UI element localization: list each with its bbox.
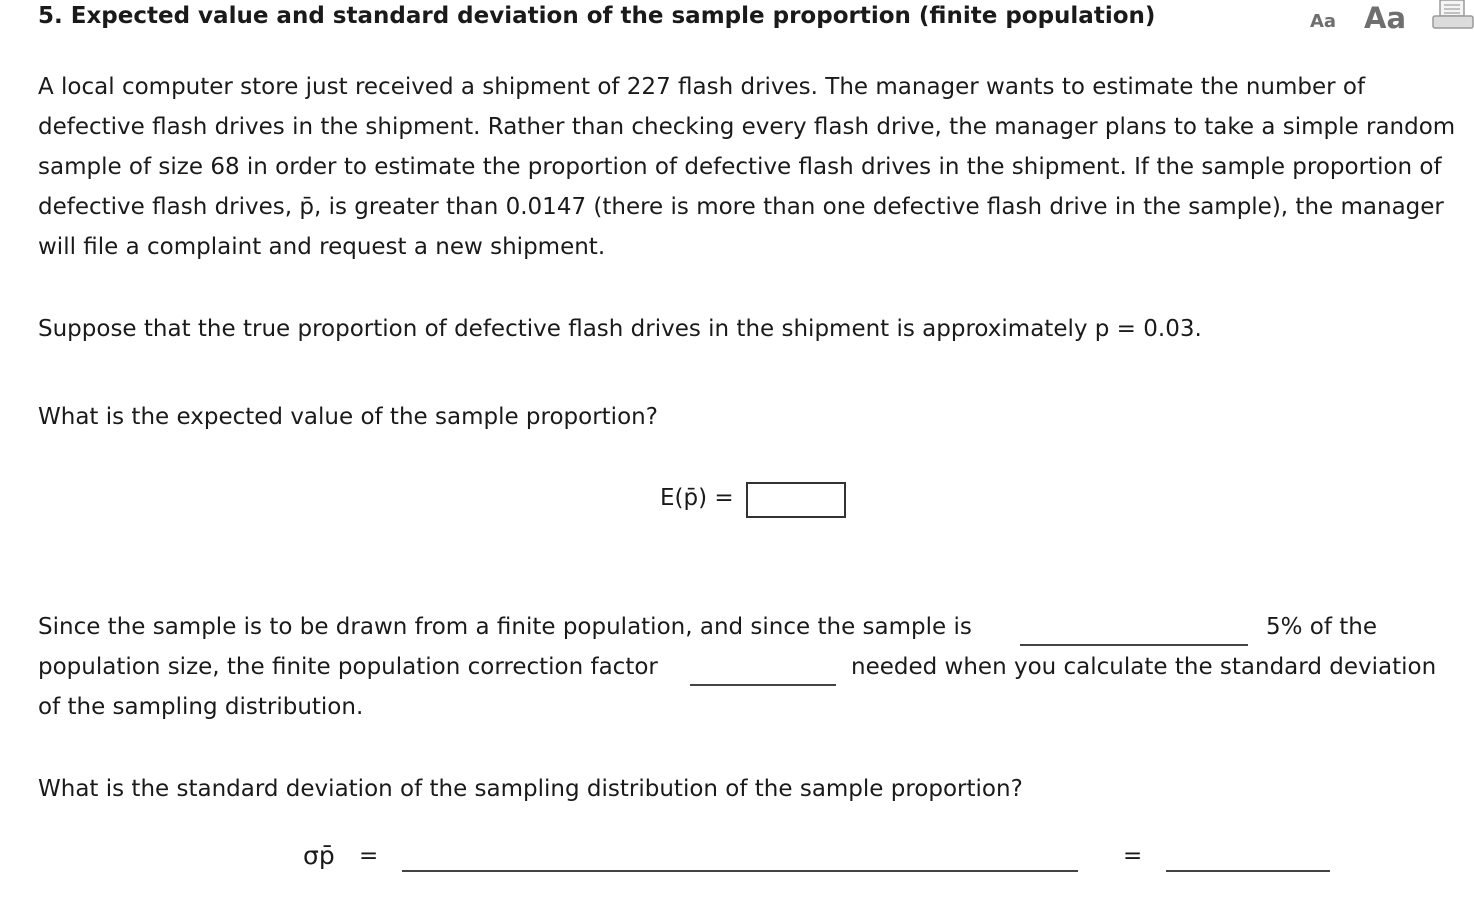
problem-statement: A local computer store just received a shipment of 227 flash drives. The manager wants to estimate the number of defective flash drives in the shipment. Rather than checking every flash drive, the manager plans to take a simple random sample of size 68 in order to estimate the proportion of defective flash drives in the shipment. If the sample proportion of defective flash drives, p̄, is greater than 0.0147 (there is more than one defective flash drive in the sample), the manager will file a complaint and request a new shipment.	[38, 74, 1456, 260]
question-title: 5. Expected value and standard deviation of the sample proportion (finite population)	[38, 3, 1156, 29]
sigma-p-bar-label: σp̄	[303, 841, 335, 870]
fpc-line-1-start: Since the sample is to be drawn from a finite population, and since the sample is	[38, 614, 972, 640]
true-proportion-statement: Suppose that the true proportion of defective flash drives in the shipment is approximately p = 0.03.	[38, 316, 1202, 342]
print-icon[interactable]	[1432, 0, 1474, 30]
fpc-line-1-end: 5% of the	[1266, 614, 1378, 640]
fpc-needed-dropdown[interactable]	[690, 656, 836, 686]
fpc-line-3: of the sampling distribution.	[38, 694, 364, 720]
increase-font-button[interactable]: Aa	[1364, 1, 1407, 35]
decrease-font-button[interactable]: Aa	[1310, 11, 1337, 32]
standard-deviation-value-dropdown[interactable]	[1166, 842, 1330, 872]
fpc-line-2-start: population size, the finite population correction factor	[38, 654, 658, 680]
sample-size-comparison-dropdown[interactable]	[1020, 616, 1248, 646]
expected-value-input[interactable]	[746, 482, 846, 518]
equals-sign: =	[359, 843, 379, 869]
standard-deviation-formula-dropdown[interactable]	[402, 842, 1078, 872]
expected-value-label: E(p̄) =	[660, 485, 734, 511]
fpc-line-2-end: needed when you calculate the standard deviation	[851, 654, 1437, 680]
expected-value-question: What is the expected value of the sample proportion?	[38, 404, 658, 430]
equals-sign-2: =	[1123, 843, 1143, 869]
standard-deviation-question: What is the standard deviation of the sampling distribution of the sample proportion?	[38, 776, 1023, 802]
